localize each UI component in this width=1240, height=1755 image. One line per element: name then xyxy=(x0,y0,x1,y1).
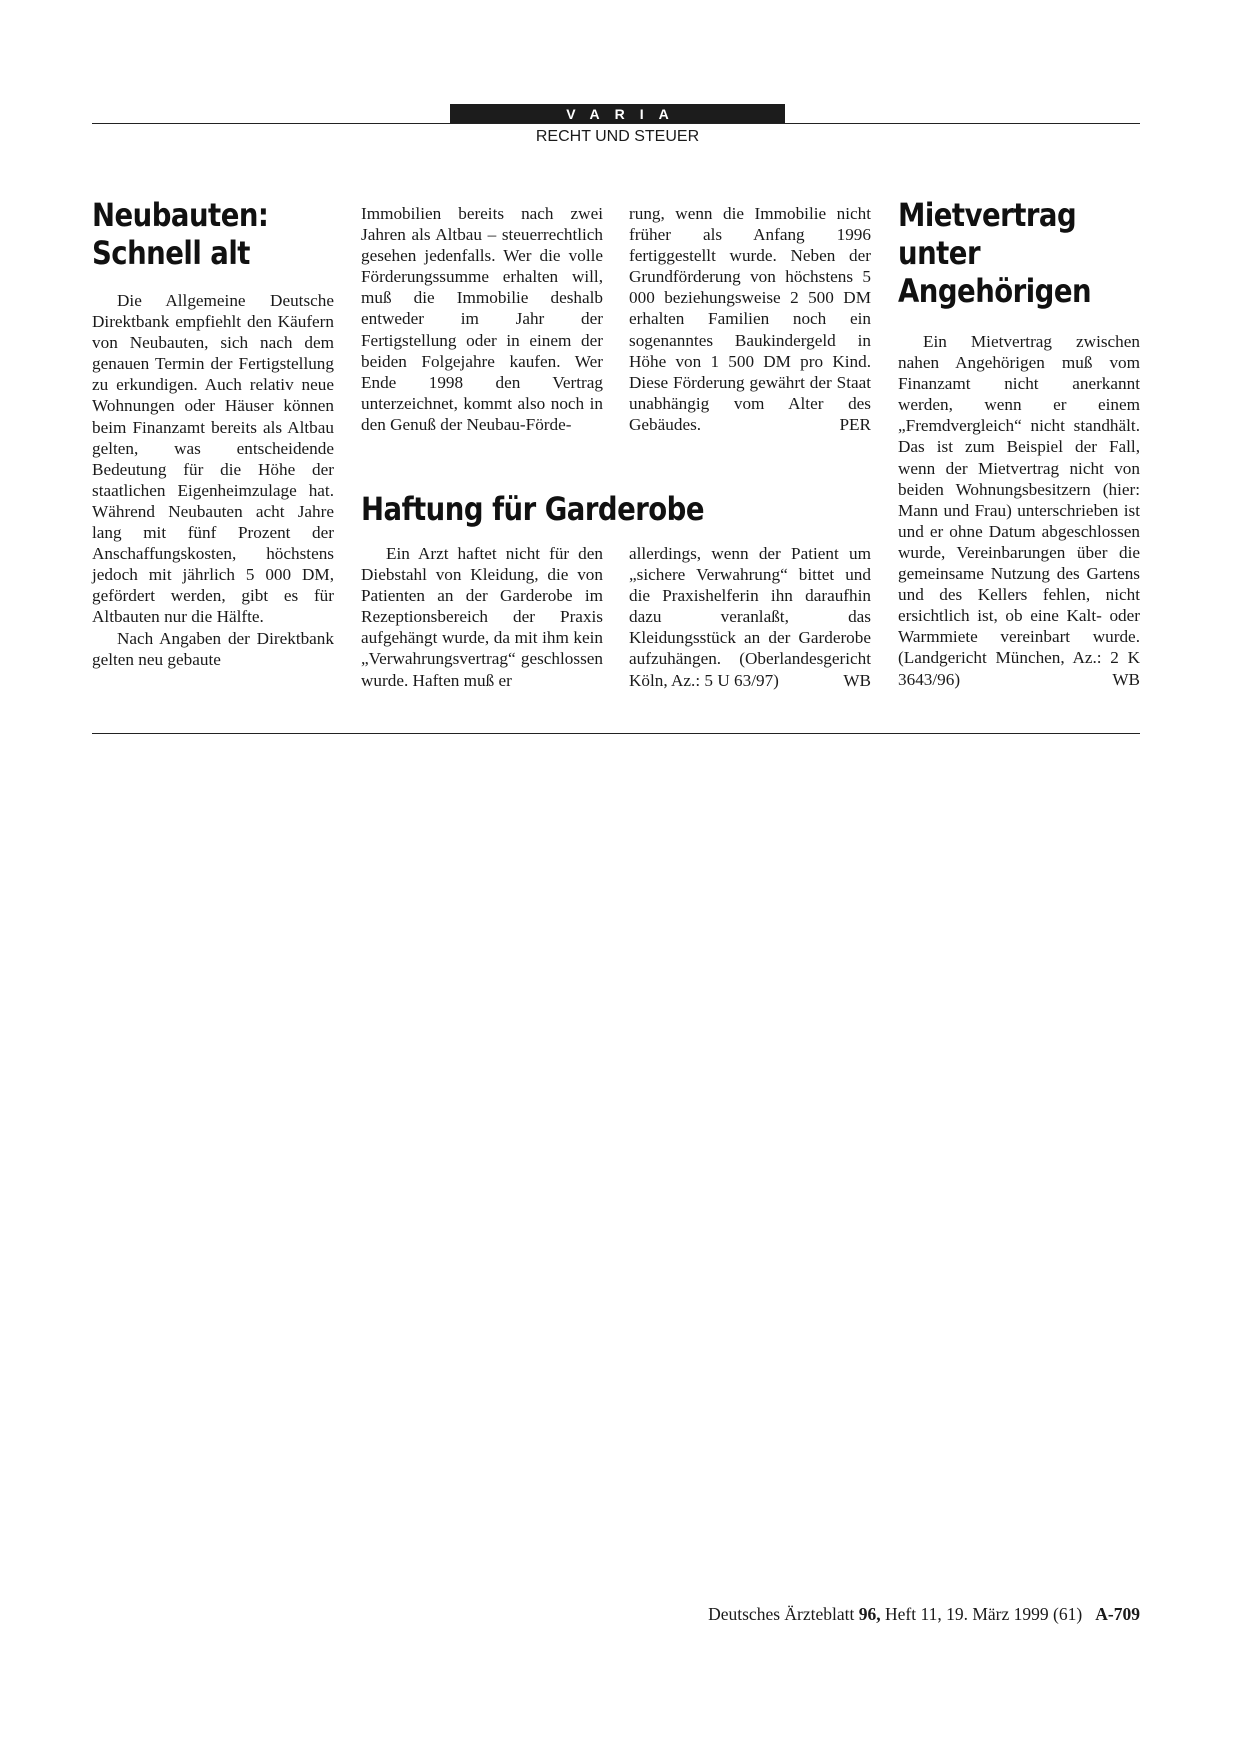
headline-line: Neubauten: xyxy=(92,196,269,234)
paragraph-text: allerdings, wenn der Patient um „sichere Verwahrung“ bittet und die Praxishelferin ihn daraufhin dazu veranlaßt, das Kleidungsstück an der Garderobe aufzuhängen. (Oberlandesgericht Köln, Az.: 5 U 63/97) xyxy=(629,544,871,690)
article-neubauten-column-2 xyxy=(361,203,603,435)
article-garderobe-column-1 xyxy=(361,543,603,691)
article-neubauten-headline xyxy=(92,196,268,272)
article-mietvertrag-headline xyxy=(898,196,1091,310)
section-banner: VARIA xyxy=(450,104,785,124)
article-mietvertrag-column-1 xyxy=(898,331,1140,690)
articles-bottom-rule xyxy=(92,733,1140,734)
journal-volume: 96, xyxy=(858,1604,881,1624)
headline-line: unter xyxy=(898,234,981,272)
article-neubauten-column-3 xyxy=(629,203,871,435)
paragraph: Immobilien bereits nach zwei Jahren als Altbau – steuerrechtlich gesehen jedenfalls. Wer die volle Förderungssumme erhalten will, muß die Immobilie deshalb entweder im Jahr der Fertigstellung oder in einem der beiden Folgejahre kaufen. Wer Ende 1998 den Vertrag unterzeichnet, kommt also noch in den Genuß der Neubau-Förde- xyxy=(361,204,603,434)
author-signature: PER xyxy=(839,414,871,434)
paragraph: Nach Angaben der Direktbank gelten neu gebaute xyxy=(92,628,334,669)
paragraph-text: Ein Mietvertrag zwischen nahen Angehörigen muß vom Finanzamt nicht anerkannt werden, wenn er einem „Fremdvergleich“ nicht standhält. Das ist zum Beispiel der Fall, wenn der Mietvertrag nicht von beiden Wohnungsbesitzern (hier: Mann und Frau) unterschrieben ist und er ohne Datum abgeschlossen wurde, Vereinbarungen über die gemeinsame Nutzung des Gartens und des Kellers fehlen, nicht ersichtlich ist, ob eine Kalt- oder Warmmiete vereinbart wurde. (Landgericht München, Az.: 2 K 3643/96) xyxy=(898,332,1140,689)
headline-line: Mietvertrag xyxy=(898,196,1077,234)
paragraph xyxy=(629,203,871,435)
headline-line: Angehörigen xyxy=(898,272,1092,310)
author-signature: WB xyxy=(1112,669,1140,689)
section-subtitle: RECHT UND STEUER xyxy=(535,128,700,145)
journal-name: Deutsches Ärzteblatt xyxy=(708,1604,855,1624)
article-neubauten-column-1 xyxy=(92,290,334,670)
issue-date: Heft 11, 19. März 1999 (61) xyxy=(885,1604,1083,1624)
article-garderobe-column-2 xyxy=(629,543,871,691)
paragraph-text: rung, wenn die Immobilie nicht früher als Anfang 1996 fertiggestellt wurde. Neben der Grundförderung von höchstens 5 000 beziehungsweise 2 500 DM erhalten Familien noch ein sogenanntes Baukindergeld in Höhe von 1 500 DM pro Kind. Diese Förderung gewährt der Staat unabhängig vom Alter des Gebäudes. xyxy=(629,204,871,434)
author-signature: WB xyxy=(843,670,871,690)
headline-line: Schnell alt xyxy=(92,234,250,272)
paragraph: Ein Arzt haftet nicht für den Diebstahl von Kleidung, die von Patienten an der Garderobe im Rezeptionsbereich der Praxis aufgehängt wurde, da mit ihm kein „Verwahrungsvertrag“ geschlossen wurde. Haften muß er xyxy=(361,544,603,690)
paragraph xyxy=(898,331,1140,690)
header-rule xyxy=(92,123,1140,124)
page-number: A-709 xyxy=(1095,1604,1140,1624)
paragraph xyxy=(629,543,871,691)
paragraph: Die Allgemeine Deutsche Direktbank empfiehlt den Käufern von Neubauten, sich nach dem genauen Termin der Fertigstellung zu erkundigen. Auch relativ neue Wohnungen oder Häuser können beim Finanzamt bereits als Altbau gelten, was entscheidende Bedeutung für die Höhe der staatlichen Eigenheimzulage hat. Während Neubauten acht Jahre lang mit fünf Prozent der Anschaffungskosten, höchstens jedoch mit jährlich 5 000 DM, gefördert werden, gibt es für Altbauten nur die Hälfte. xyxy=(92,291,334,627)
article-garderobe-headline: Haftung für Garderobe xyxy=(361,490,705,528)
page-footer xyxy=(560,1604,1140,1625)
